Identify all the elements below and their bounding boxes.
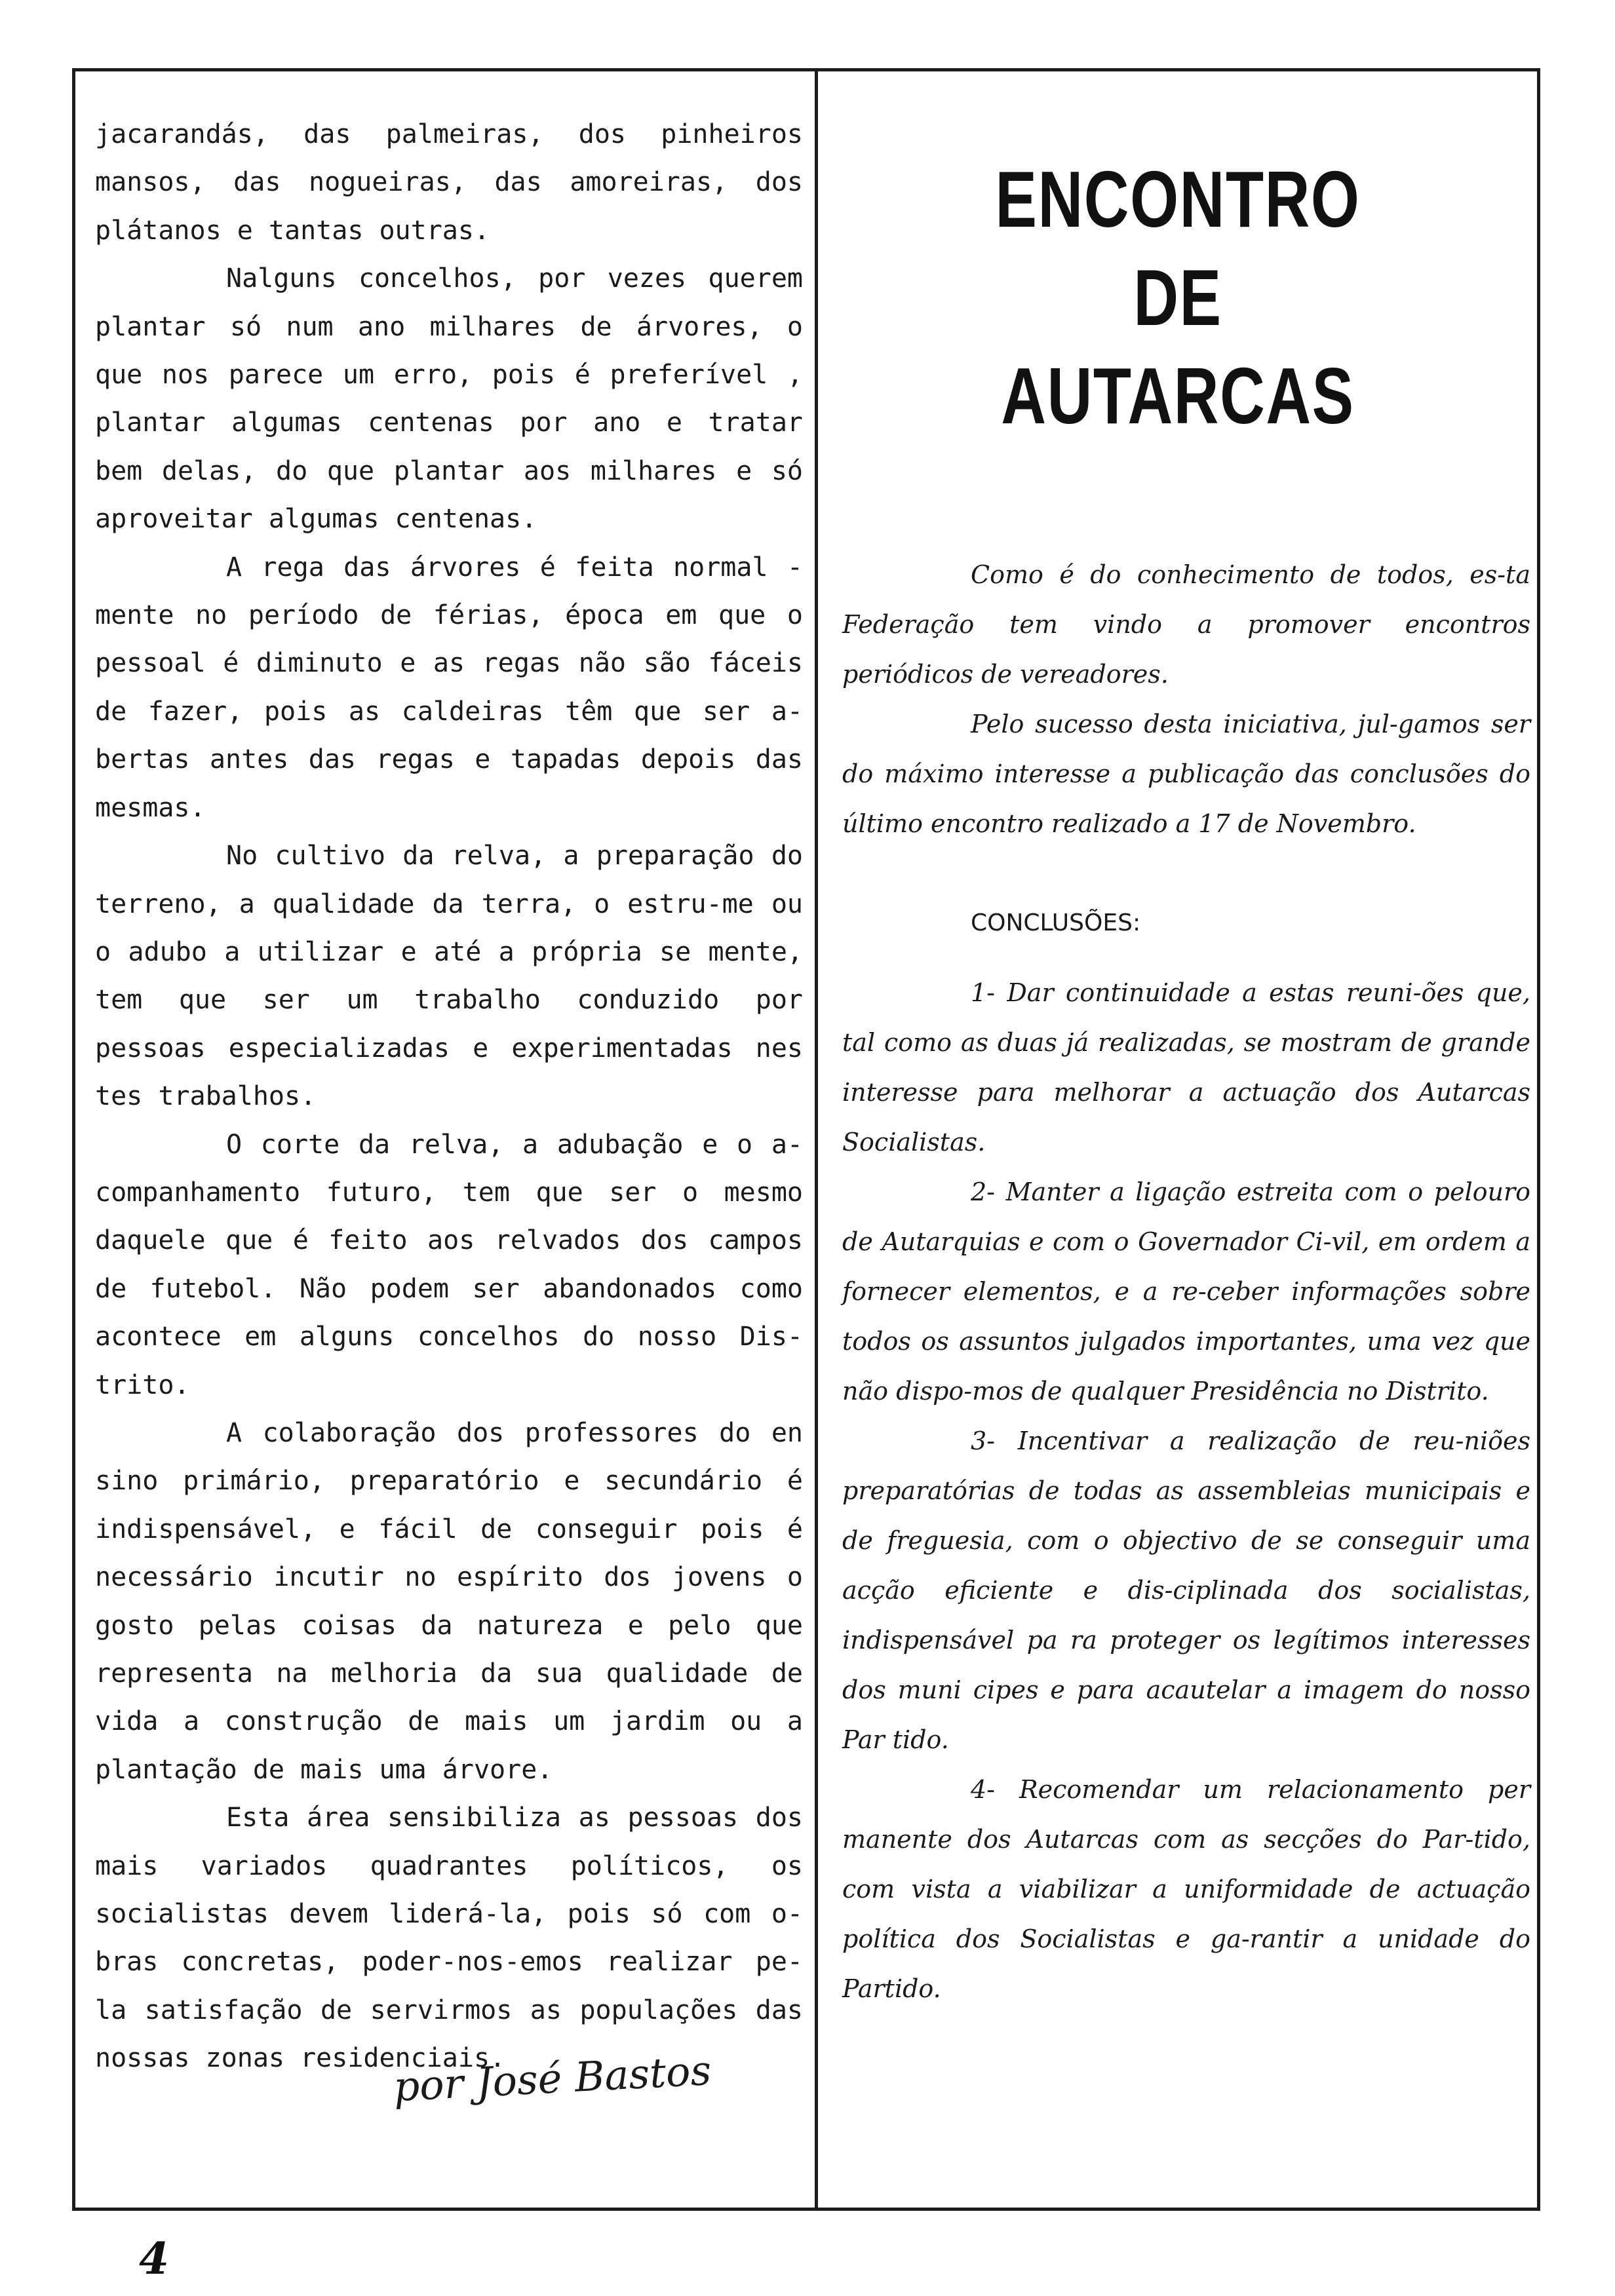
left-paragraph: Esta área sensibiliza as pessoas dos mais variados quadrantes políticos, os socialistas devem liderá-la, pois só com o-bras concretas, poder-nos-emos realizar pe-la satisfação de servirmos as populações das nossas zonas residenciais. <box>95 1803 803 2074</box>
intro-paragraph: Como é do conhecimento de todos, es-ta Federação tem vindo a promover encontros periódicos de vereadores. <box>842 560 1530 689</box>
article-body <box>842 550 1530 2014</box>
left-paragraph: O corte da relva, a adubação e o a-companhamento futuro, tem que ser o mesmo daquele que é feito aos relvados dos campos de futebol. Não podem ser abandonados como acontece em alguns concelhos do nosso Dis-trito. <box>95 1129 803 1400</box>
conclusion-item: 3- Incentivar a realização de reu-niões preparatórias de todas as assembleias municipais e de freguesia, com o objectivo de se conseguir uma acção eficiente e dis-ciplinada dos socialistas, indispensável pa ra proteger os legítimos interesses dos muni cipes e para acautelar a imagem do nosso Par tido. <box>842 1426 1530 1754</box>
left-column <box>95 111 803 2083</box>
author-signature: por José Bastos <box>392 2046 712 2111</box>
conclusion-item: 1- Dar continuidade a estas reuni-ões que, tal como as duas já realizadas, se mostram de grande interesse para melhorar a actuação dos Autarcas Socialistas. <box>842 978 1530 1157</box>
conclusions-heading: CONCLUSÕES: <box>971 909 1141 936</box>
left-paragraph: No cultivo da relva, a preparação do terreno, a qualidade da terra, o estru-me ou o adubo a utilizar e até a própria se mente, tem que ser um trabalho conduzido por pessoas especializadas e experimentadas nes tes trabalhos. <box>95 841 803 1112</box>
title-line: DE <box>1133 253 1222 342</box>
title-line: AUTARCAS <box>1001 351 1355 440</box>
intro-paragraph: Pelo sucesso desta iniciativa, jul-gamos ser do máximo interesse a publicação das conclusões do último encontro realizado a 17 de Novembro. <box>842 710 1530 838</box>
page-number: 4 <box>139 2233 169 2284</box>
right-column <box>824 71 1532 2208</box>
title-line: ENCONTRO <box>995 155 1361 244</box>
page-frame <box>72 68 1540 2211</box>
conclusion-item: 4- Recomendar um relacionamento per manente dos Autarcas com as secções do Par-tido, com vista a viabilizar a uniformidade de actuação política dos Socialistas e ga-rantir a unidade do Partido. <box>842 1775 1530 2003</box>
column-divider <box>815 71 818 2208</box>
left-paragraph: Nalguns concelhos, por vezes querem plantar só num ano milhares de árvores, o que nos parece um erro, pois é preferível , plantar algumas centenas por ano e tratar bem delas, do que plantar aos milhares e só aproveitar algumas centenas. <box>95 263 803 535</box>
left-paragraph: jacarandás, das palmeiras, dos pinheiros mansos, das nogueiras, das amoreiras, dos plátanos e tantas outras. <box>95 119 803 246</box>
left-paragraph: A colaboração dos professores do en sino primário, preparatório e secundário é indispensável, e fácil de conseguir pois é necessário incutir no espírito dos jovens o gosto pelas coisas da natureza e pelo que representa na melhoria da sua qualidade de vida a construção de mais um jardim ou a plantação de mais uma árvore. <box>95 1417 803 1785</box>
conclusion-item: 2- Manter a ligação estreita com o pelouro de Autarquias e com o Governador Ci-vil, em ordem a fornecer elementos, e a re-ceber informações sobre todos os assuntos julgados importantes, uma vez que não dispo-mos de qualquer Presidência no Distrito. <box>842 1177 1530 1406</box>
article-title <box>902 150 1454 445</box>
left-paragraph: A rega das árvores é feita normal - mente no período de férias, época em que o pessoal é diminuto e as regas não são fáceis de fazer, pois as caldeiras têm que ser a-bertas antes das regas e tapadas depois das mesmas. <box>95 552 803 823</box>
